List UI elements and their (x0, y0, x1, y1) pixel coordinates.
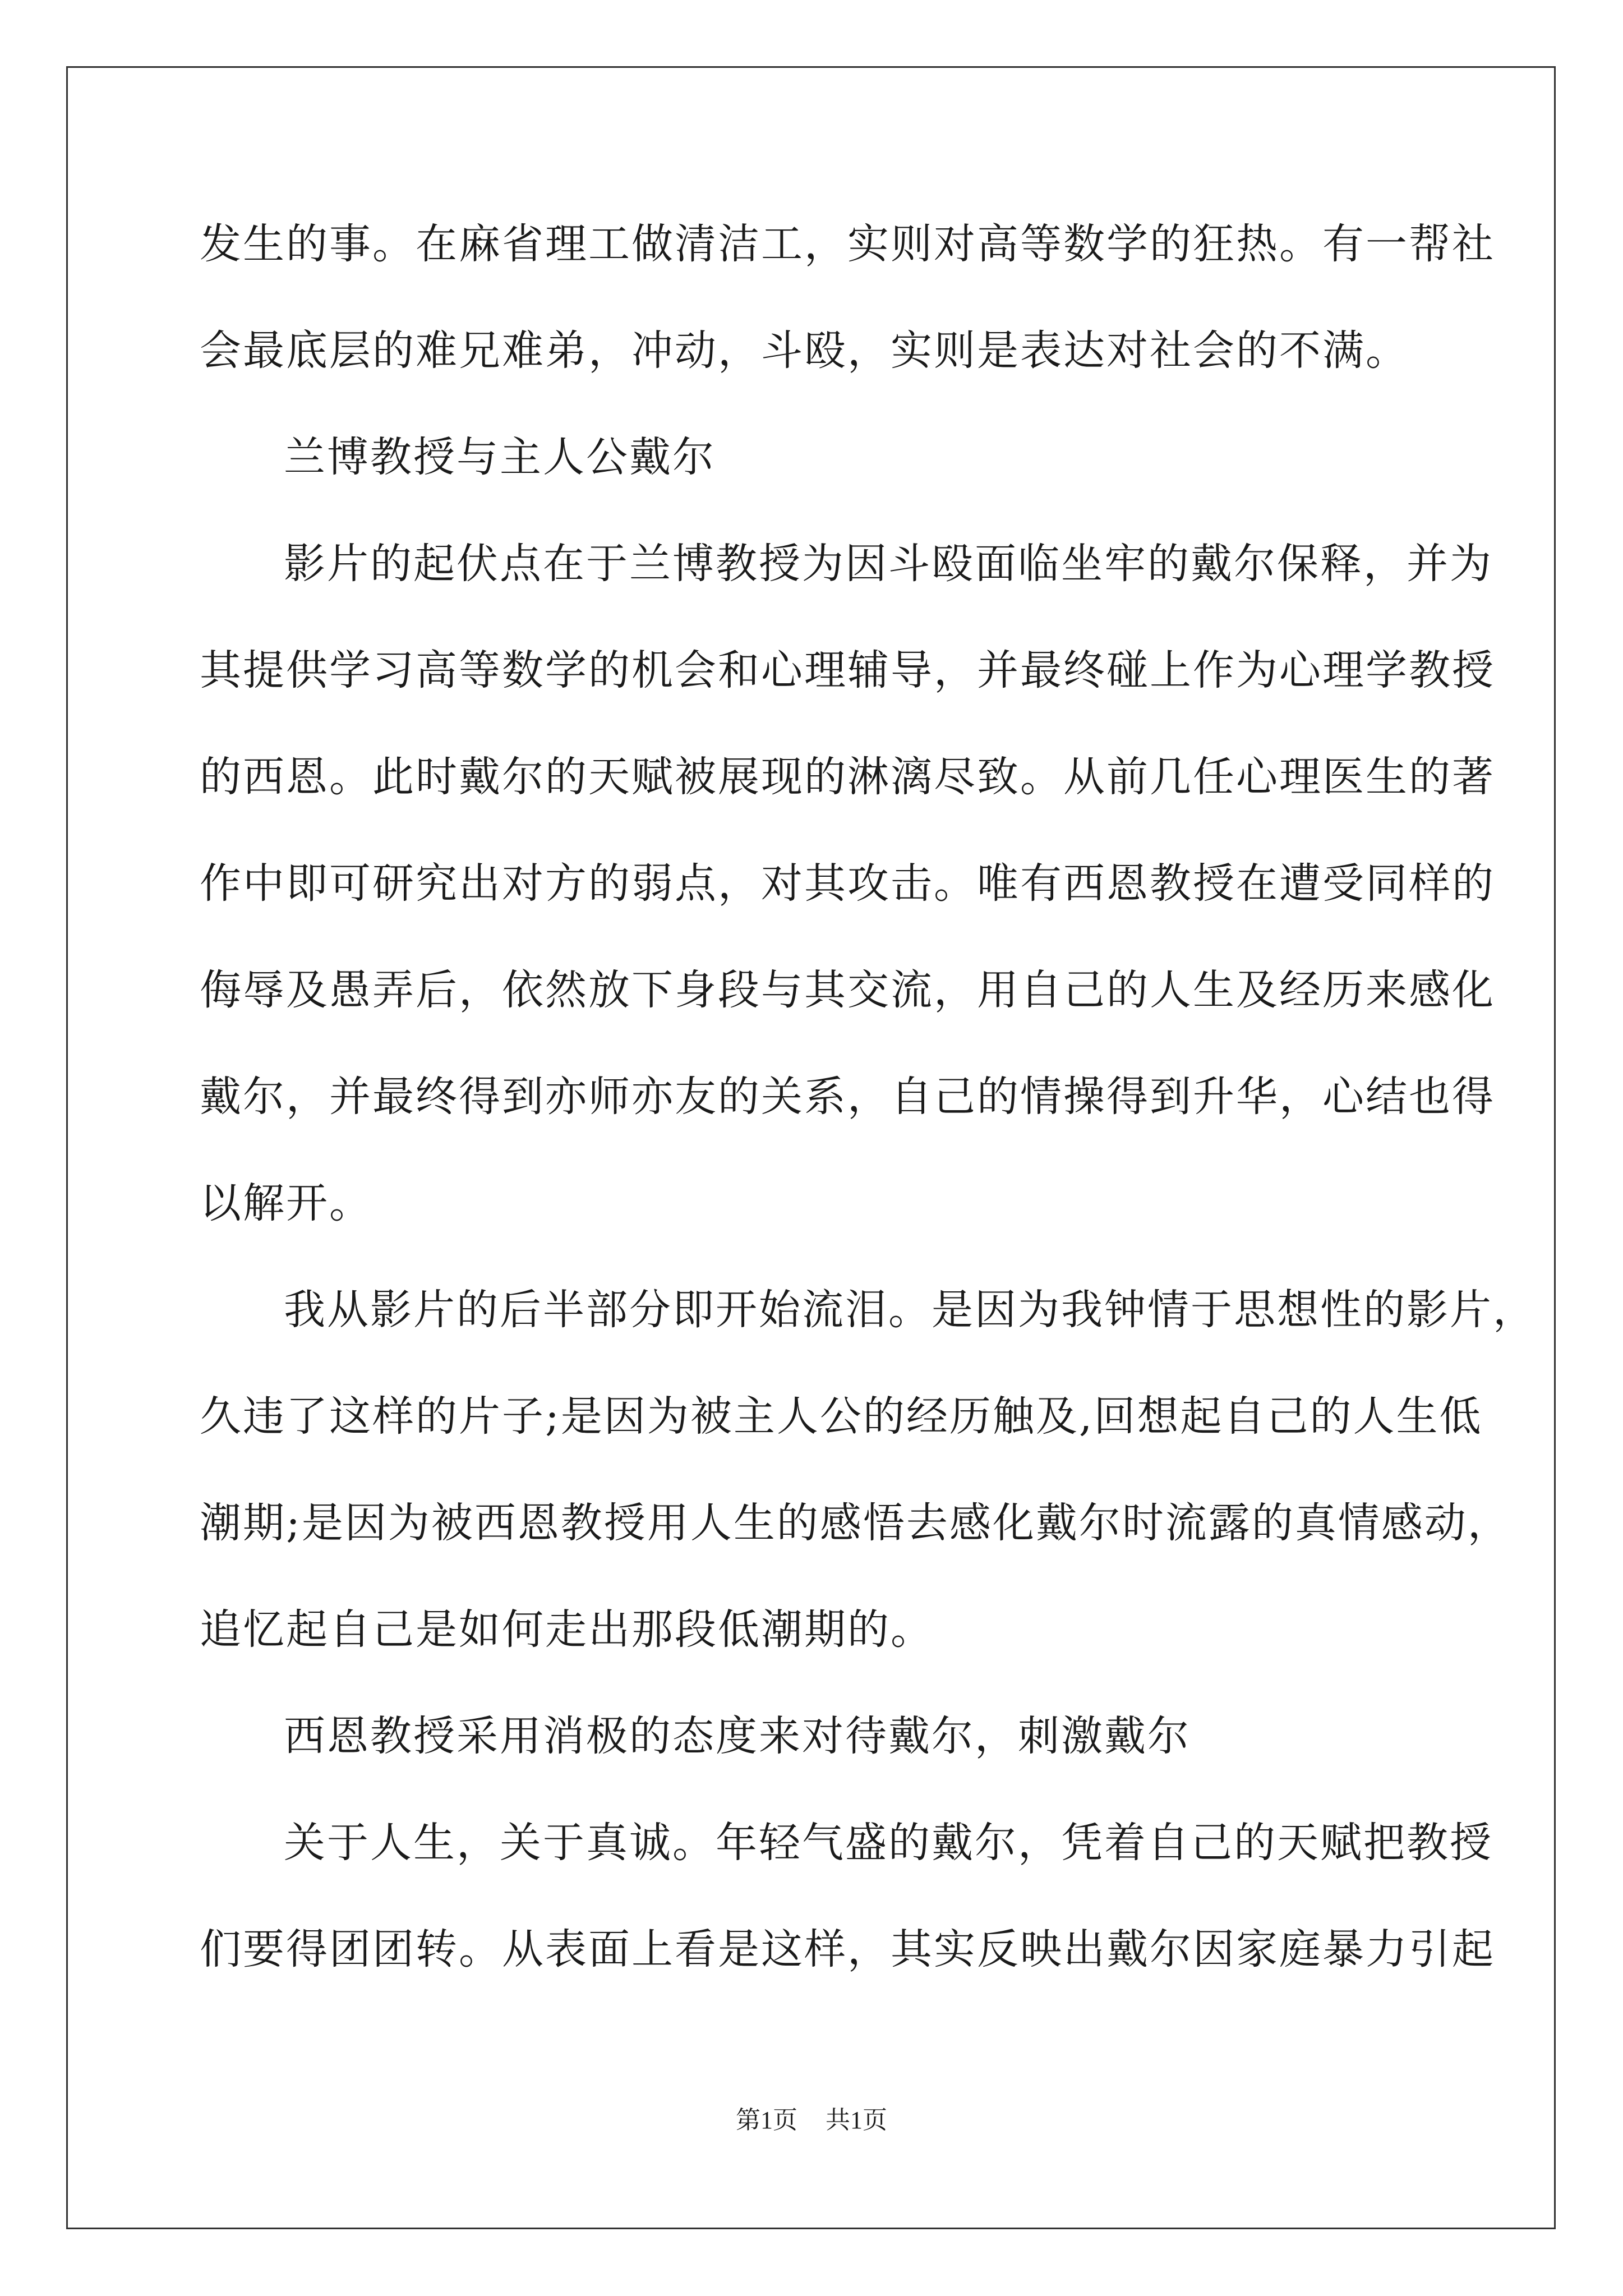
text-line-7: 作中即可研究出对方的弱点，对其攻击。唯有西恩教授在遭受同样的 (200, 859, 1495, 908)
text-line-11: 我从影片的后半部分即开始流泪。是因为我钟情于思想性的影片， (284, 1286, 1536, 1334)
text-line-10: 以解开。 (200, 1179, 372, 1227)
text-line-6: 的西恩。此时戴尔的天赋被展现的淋漓尽致。从前几任心理医生的著 (200, 753, 1495, 801)
text-line-12: 久违了这样的片子;是因为被主人公的经历触及,回想起自己的人生低 (200, 1392, 1483, 1441)
text-line-13: 潮期;是因为被西恩教授用人生的感悟去感化戴尔时流露的真情感动， (200, 1499, 1511, 1547)
text-line-5: 其提供学习高等数学的机会和心理辅导，并最终碰上作为心理学教授 (200, 646, 1495, 694)
page-number-total: 共1页 (826, 2106, 887, 2134)
text-line-9: 戴尔，并最终得到亦师亦友的关系，自己的情操得到升华，心结也得 (200, 1073, 1495, 1121)
document-body (200, 191, 1536, 2003)
text-line-17: 们要得团团转。从表面上看是这样，其实反映出戴尔因家庭暴力引起 (200, 1925, 1495, 1973)
text-line-14: 追忆起自己是如何走出那段低潮期的。 (200, 1605, 934, 1654)
page-number-current: 第1页 (736, 2106, 797, 2134)
page-footer (0, 2104, 1623, 2137)
text-line-8: 侮辱及愚弄后，依然放下身段与其交流，用自己的人生及经历来感化 (200, 966, 1495, 1014)
text-line-1: 发生的事。在麻省理工做清洁工，实则对高等数学的狂热。有一帮社 (200, 220, 1495, 268)
text-line-2: 会最底层的难兄难弟，冲动，斗殴，实则是表达对社会的不满。 (200, 326, 1409, 375)
text-line-16: 关于人生，关于真诚。年轻气盛的戴尔，凭着自己的天赋把教授 (284, 1819, 1493, 1867)
section-heading-lambeau: 兰博教授与主人公戴尔 (284, 433, 716, 481)
text-line-4: 影片的起伏点在于兰博教授为因斗殴面临坐牢的戴尔保释，并为 (284, 540, 1493, 588)
section-heading-sean: 西恩教授采用消极的态度来对待戴尔，刺激戴尔 (284, 1712, 1191, 1760)
